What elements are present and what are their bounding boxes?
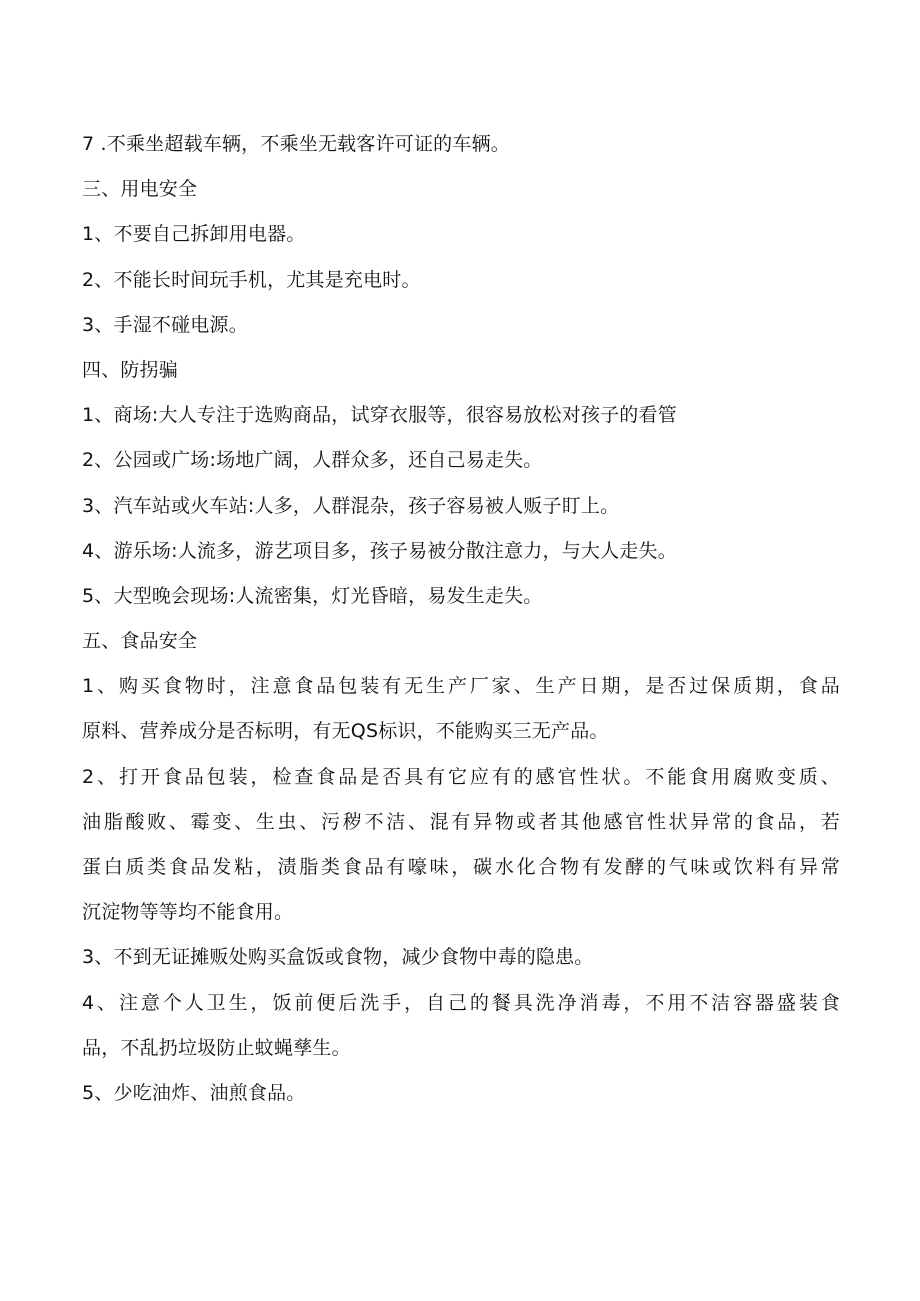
list-item-food-4 <box>82 981 840 1071</box>
text-line: 油脂酸败、霉变、生虫、污秽不洁、混有异物或者其他感官性状异常的食品，若 <box>82 810 840 833</box>
section-heading-food-safety <box>82 619 840 664</box>
list-item-abduction-2 <box>82 438 840 483</box>
list-item-abduction-1 <box>82 393 840 438</box>
text-line: 沉淀物等等均不能食用。 <box>82 901 294 924</box>
text-line: 四、防拐骗 <box>82 358 179 381</box>
text-line: 5、少吃油炸、油煎食品。 <box>82 1081 306 1104</box>
section-heading-anti-abduction <box>82 348 840 393</box>
section-heading-electrical-safety <box>82 167 840 212</box>
list-item-electrical-2 <box>82 258 840 303</box>
text-line: 3、汽车站或火车站:人多，人群混杂，孩子容易被人贩子盯上。 <box>82 494 620 517</box>
list-item-electrical-1 <box>82 212 840 257</box>
text-line: 2、打开食品包装，检查食品是否具有它应有的感官性状。不能食用腐败变质、 <box>82 765 840 788</box>
text-line: 4、游乐场:人流多，游艺项目多，孩子易被分散注意力，与大人走失。 <box>82 539 677 562</box>
text-line: 7 .不乘坐超载车辆，不乘坐无载客许可证的车辆。 <box>82 133 510 155</box>
text-line: 蛋白质类食品发粘，渍脂类食品有嚎味，碳水化合物有发酵的气味或饮料有异常 <box>82 856 840 878</box>
list-item-abduction-5 <box>82 574 840 619</box>
text-line: 1、不要自己拆卸用电器。 <box>82 223 306 246</box>
text-line: 3、不到无证摊贩处购买盒饭或食物，减少食物中毒的隐患。 <box>82 946 594 969</box>
list-item-food-1 <box>82 664 840 754</box>
text-line: 品，不乱扔垃圾防止蚊蝇孳生。 <box>82 1036 351 1059</box>
text-line: 原料、营养成分是否标明，有无QS标识，不能购买三无产品。 <box>82 720 609 743</box>
text-line: 2、不能长时间玩手机，尤其是充电时。 <box>82 268 421 291</box>
text-line: 1、购买食物时，注意食品包装有无生产厂家、生产日期，是否过保质期，食品 <box>82 675 840 698</box>
list-item-food-2 <box>82 755 840 936</box>
text-line: 4、注意个人卫生，饭前便后洗手，自己的餐具洗净消毒，不用不洁容器盛装食 <box>82 991 840 1014</box>
list-item-food-3 <box>82 935 840 980</box>
list-item-electrical-3 <box>82 303 840 348</box>
text-line: 三、用电安全 <box>82 178 198 201</box>
text-line: 五、食品安全 <box>82 630 198 653</box>
text-line: 5、大型晚会现场:人流密集，灯光昏暗，易发生走失。 <box>82 584 543 607</box>
list-item-abduction-3 <box>82 484 840 529</box>
text-line: 1、商场:大人专注于选购商品，试穿衣服等，很容易放松对孩子的看管 <box>82 404 677 427</box>
document-body <box>82 122 840 1116</box>
list-item-abduction-4 <box>82 529 840 574</box>
text-line: 2、公园或广场:场地广阔，人群众多，还自己易走失。 <box>82 449 543 472</box>
list-item-food-5 <box>82 1071 840 1116</box>
list-item-no-overloaded-vehicles <box>82 122 840 167</box>
text-line: 3、手湿不碰电源。 <box>82 313 248 336</box>
